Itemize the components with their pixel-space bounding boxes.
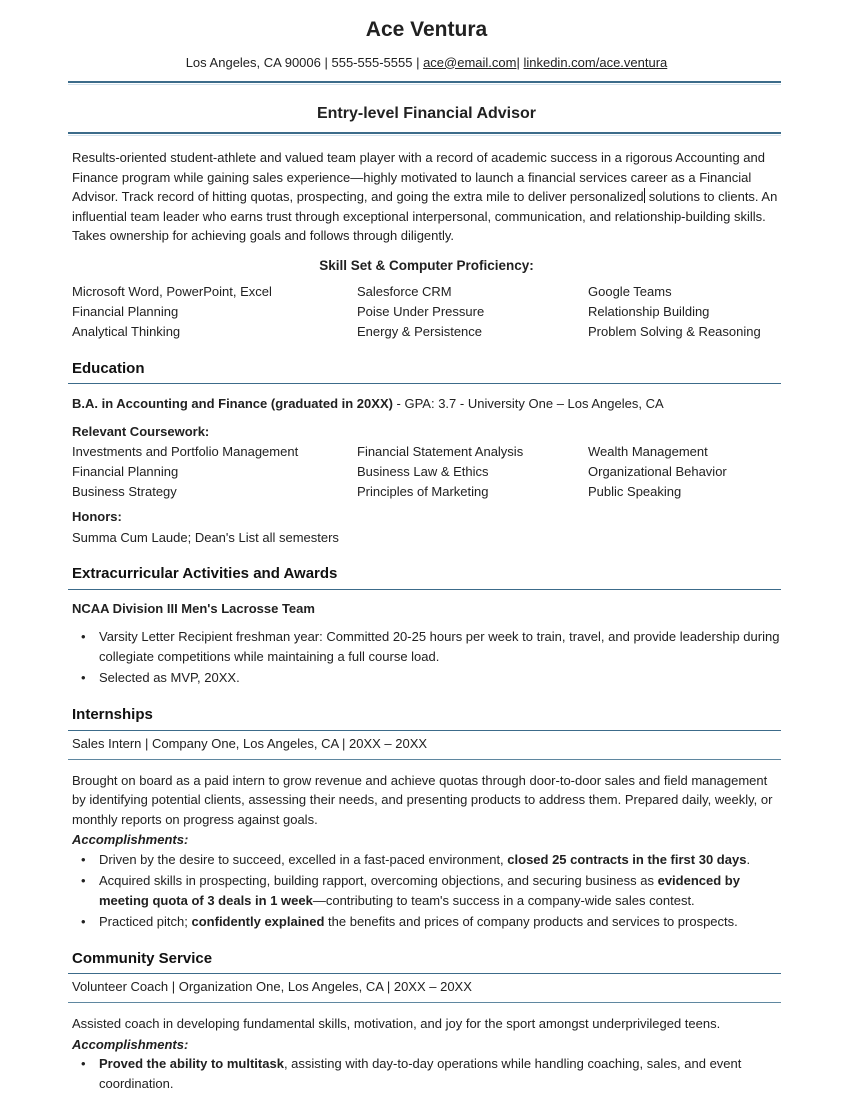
community-role-line: Volunteer Coach | Organization One, Los Angeles, CA | 20XX – 20XX bbox=[68, 974, 781, 1003]
contact-separator: | bbox=[412, 54, 424, 70]
bullet-item: • Selected as MVP, 20XX. bbox=[72, 668, 781, 688]
section-education bbox=[72, 358, 781, 548]
accomplishments-label: Accomplishments: bbox=[72, 832, 189, 848]
skill-item: Financial Planning bbox=[72, 303, 179, 319]
coursework-item: Business Strategy bbox=[72, 484, 177, 500]
location-text: Los Angeles, CA 90006 bbox=[185, 54, 321, 70]
coursework-item: Financial Planning bbox=[72, 464, 179, 480]
extracurricular-bullet-list bbox=[72, 627, 781, 688]
internship-description: Brought on board as a paid intern to grow revenue and achieve quotas through door-to-door sales and field management by identifying potential clients, assessing their needs, and presenting products to address them. Prepared daily, weekly, or monthly reports on progress against goals. bbox=[72, 772, 773, 827]
bullet-item: • Varsity Letter Recipient freshman year: Committed 20-25 hours per week to train, travel, and provide leadership during collegiate competitions while maintaining a full course load. bbox=[72, 627, 781, 667]
skill-item: Poise Under Pressure bbox=[357, 303, 485, 319]
summary-paragraph: Results-oriented student-athlete and valued team player with a record of academic success in a rigorous Accounting and Finance program while gaining sales experience—highly motivated to launch a financial services career as a Financial Advisor. Track record of hitting quotas, prospecting, and going the extra mile to deliver personalized solutions to clients. An influential team leader who earns trust through exceptional interpersonal, communication, and relationship-building skills. Takes ownership for achieving goals and follows through diligently. bbox=[72, 150, 778, 243]
accomplishments-label: Accomplishments: bbox=[72, 1036, 189, 1052]
coursework-item: Organizational Behavior bbox=[588, 464, 727, 480]
skill-item: Relationship Building bbox=[588, 303, 710, 319]
coursework-grid bbox=[72, 442, 781, 502]
coursework-item: Investments and Portfolio Management bbox=[72, 444, 299, 460]
bullet-item: • Driven by the desire to succeed, excelled in a fast-paced environment, closed 25 contracts in the first 30 days. bbox=[72, 850, 781, 870]
section-internships bbox=[72, 704, 781, 932]
resume-headline: Entry-level Financial Advisor bbox=[316, 105, 537, 122]
skill-item: Energy & Persistence bbox=[357, 323, 483, 339]
section-extracurricular bbox=[72, 563, 781, 688]
bullet-item: • Acquired skills in prospecting, building rapport, overcoming objections, and securing business as evidenced by meeting quota of 3 deals in 1 week—contributing to team's success in a company-wide sales contest. bbox=[72, 871, 781, 911]
contact-info bbox=[72, 53, 781, 73]
headline-divider bbox=[68, 132, 781, 136]
honors-text: Summa Cum Laude; Dean's List all semesters bbox=[72, 529, 339, 545]
coursework-item: Public Speaking bbox=[588, 484, 682, 500]
section-community-service bbox=[72, 948, 781, 1094]
section-divider bbox=[68, 589, 781, 590]
team-name: NCAA Division III Men's Lacrosse Team bbox=[72, 600, 315, 616]
skills-heading: Skill Set & Computer Proficiency: bbox=[319, 257, 534, 273]
section-divider bbox=[68, 383, 781, 384]
bullet-item: • Practiced pitch; confidently explained the benefits and prices of company products and services to prospects. bbox=[72, 912, 781, 932]
skill-item: Salesforce CRM bbox=[357, 283, 452, 299]
internship-bullet-list bbox=[72, 850, 781, 932]
skills-grid bbox=[72, 282, 781, 342]
skill-item: Analytical Thinking bbox=[72, 323, 181, 339]
community-bullet-list bbox=[72, 1054, 781, 1094]
bullet-item: • Proved the ability to multitask, assisting with day-to-day operations while handling coaching, sales, and event coordination. bbox=[72, 1054, 781, 1094]
internship-role-line: Sales Intern | Company One, Los Angeles, CA | 20XX – 20XX bbox=[68, 731, 781, 760]
section-heading-internships: Internships bbox=[72, 706, 153, 724]
coursework-item: Wealth Management bbox=[588, 444, 708, 460]
coursework-item: Principles of Marketing bbox=[357, 484, 489, 500]
email-link[interactable]: ace@email.com bbox=[423, 54, 517, 70]
header-divider bbox=[68, 81, 781, 85]
honors-label: Honors: bbox=[72, 509, 122, 525]
degree-line: B.A. in Accounting and Finance (graduated in 20XX) - GPA: 3.7 - University One – Los Angeles, CA bbox=[72, 396, 664, 412]
section-heading-community-service: Community Service bbox=[72, 949, 213, 967]
skill-item: Google Teams bbox=[588, 283, 672, 299]
skill-item: Problem Solving & Reasoning bbox=[588, 323, 761, 339]
contact-separator: | bbox=[320, 54, 332, 70]
community-description: Assisted coach in developing fundamental skills, motivation, and joy for the sport amongst underprivileged teens. bbox=[72, 1016, 721, 1032]
skill-item: Microsoft Word, PowerPoint, Excel bbox=[72, 283, 272, 299]
coursework-item: Financial Statement Analysis bbox=[357, 444, 524, 460]
coursework-item: Business Law & Ethics bbox=[357, 464, 489, 480]
section-heading-education: Education bbox=[72, 359, 145, 377]
phone-text: 555-555-5555 bbox=[331, 54, 413, 70]
coursework-label: Relevant Coursework: bbox=[72, 423, 210, 439]
section-heading-extracurricular: Extracurricular Activities and Awards bbox=[72, 565, 338, 583]
contact-separator: | bbox=[516, 54, 524, 70]
candidate-name: Ace Ventura bbox=[365, 18, 488, 41]
linkedin-link[interactable]: linkedin.com/ace.ventura bbox=[523, 54, 668, 70]
